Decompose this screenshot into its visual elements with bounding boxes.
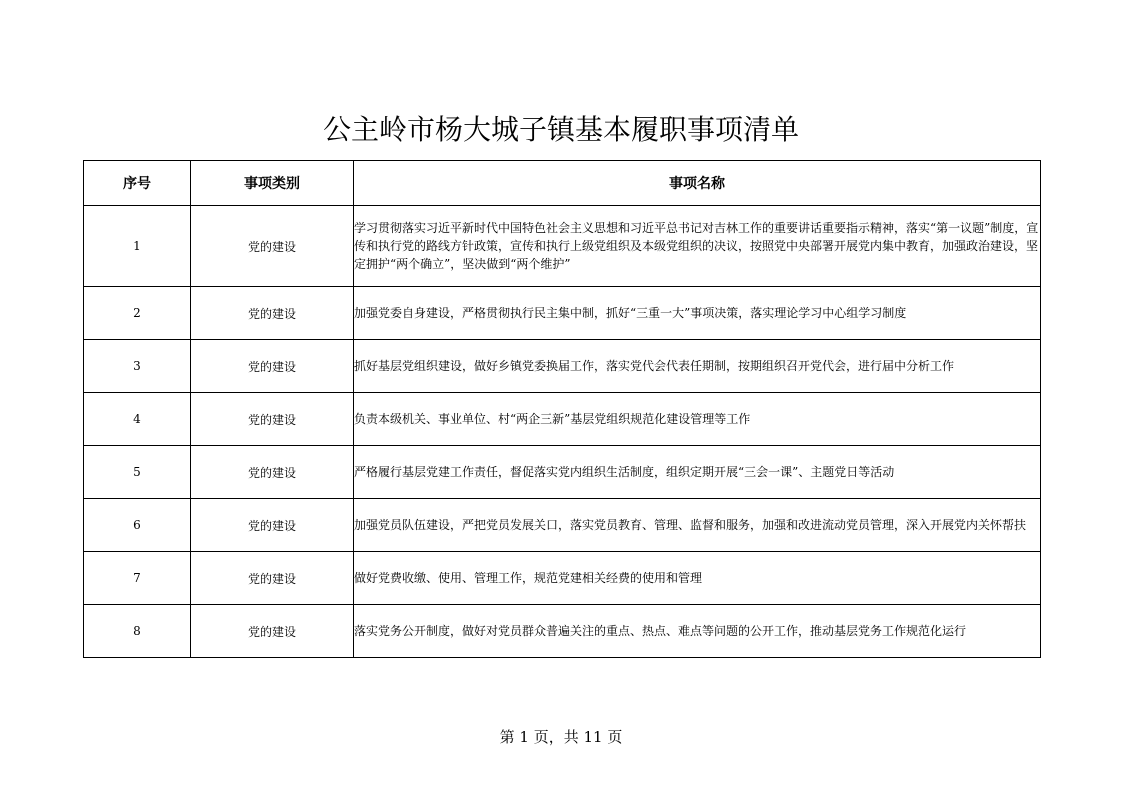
- document-title: 公主岭市杨大城子镇基本履职事项清单: [322, 113, 799, 146]
- row-index: 8: [84, 605, 191, 658]
- header-name: 事项名称: [354, 161, 1041, 206]
- row-name: 加强党委自身建设，严格贯彻执行民主集中制，抓好“三重一大”事项决策，落实理论学习中心组学习制度: [354, 287, 1041, 340]
- row-name: 学习贯彻落实习近平新时代中国特色社会主义思想和习近平总书记对吉林工作的重要讲话重要指示精神，落实“第一议题”制度，宣传和执行党的路线方针政策，宣传和执行上级党组织及本级党组织的决议，按照党中央部署开展党内集中教育，加强政治建设，坚定拥护“两个确立”，坚决做到“两个维护”: [354, 206, 1041, 287]
- table-header-row: [84, 161, 1041, 206]
- row-name: 负责本级机关、事业单位、村“两企三新”基层党组织规范化建设管理等工作: [354, 393, 1041, 446]
- table-row: [84, 499, 1041, 552]
- row-index: 7: [84, 552, 191, 605]
- row-name: 落实党务公开制度，做好对党员群众普遍关注的重点、热点、难点等问题的公开工作，推动基层党务工作规范化运行: [354, 605, 1041, 658]
- header-index: 序号: [84, 161, 191, 206]
- table-row: [84, 340, 1041, 393]
- row-index: 1: [84, 206, 191, 287]
- row-category: 党的建设: [191, 287, 354, 340]
- row-category: 党的建设: [191, 552, 354, 605]
- row-name: 抓好基层党组织建设，做好乡镇党委换届工作，落实党代会代表任期制，按期组织召开党代会，进行届中分析工作: [354, 340, 1041, 393]
- row-index: 4: [84, 393, 191, 446]
- row-index: 2: [84, 287, 191, 340]
- table-row: [84, 552, 1041, 605]
- row-category: 党的建设: [191, 206, 354, 287]
- row-category: 党的建设: [191, 446, 354, 499]
- table-row: [84, 446, 1041, 499]
- row-index: 5: [84, 446, 191, 499]
- table-row: [84, 393, 1041, 446]
- table-row: [84, 605, 1041, 658]
- row-name: 加强党员队伍建设，严把党员发展关口，落实党员教育、管理、监督和服务，加强和改进流动党员管理，深入开展党内关怀帮扶: [354, 499, 1041, 552]
- row-category: 党的建设: [191, 499, 354, 552]
- row-category: 党的建设: [191, 393, 354, 446]
- header-category: 事项类别: [191, 161, 354, 206]
- row-index: 6: [84, 499, 191, 552]
- table-row: [84, 206, 1041, 287]
- row-category: 党的建设: [191, 605, 354, 658]
- duty-list-table: [83, 160, 1041, 658]
- row-index: 3: [84, 340, 191, 393]
- row-name: 做好党费收缴、使用、管理工作，规范党建相关经费的使用和管理: [354, 552, 1041, 605]
- page-number-footer: 第 1 页，共 11 页: [499, 728, 623, 746]
- row-name: 严格履行基层党建工作责任，督促落实党内组织生活制度，组织定期开展“三会一课”、主题党日等活动: [354, 446, 1041, 499]
- row-category: 党的建设: [191, 340, 354, 393]
- table-row: [84, 287, 1041, 340]
